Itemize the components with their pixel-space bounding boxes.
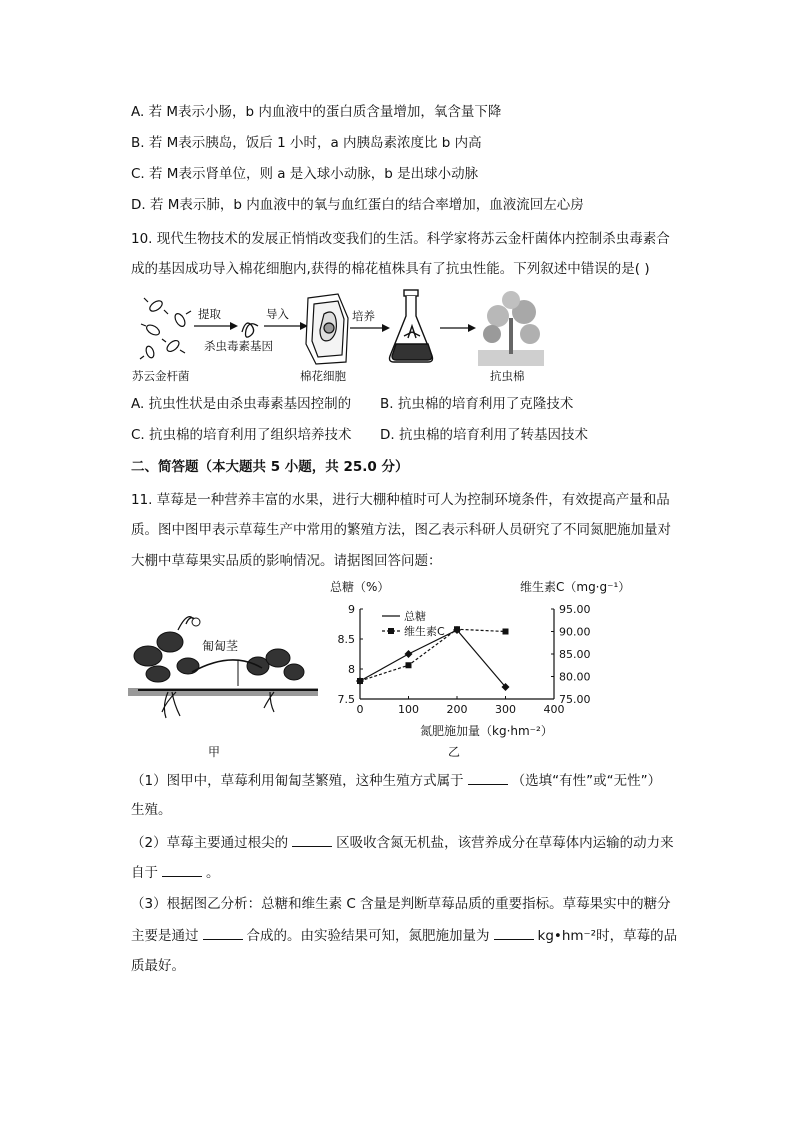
y-right-tick-label: 95.00 [559, 603, 591, 616]
q11-sub2-line1 [131, 832, 674, 853]
gene-fragment-icon [242, 323, 258, 337]
y-left-tick-label: 9 [348, 603, 355, 616]
q9-option-d: D. 若 M表示肺，b 内血液中的氧与血红蛋白的结合率增加，血液流回左心房 [131, 197, 584, 213]
q11-sub2-blank2[interactable] [162, 862, 202, 877]
chart-ylabel-left: 总糖（%） [330, 580, 390, 594]
extract-label: 提取 [198, 307, 221, 321]
chart-xlabel: 氮肥施加量（kg·hm⁻²） [420, 724, 553, 738]
section-heading: 二、简答题（本大题共 5 小题，共 25.0 分） [131, 459, 409, 475]
bacteria-illustration [140, 298, 191, 359]
y-left-tick-label: 8 [348, 663, 355, 676]
q9-option-a: A. 若 M表示小肠，b 内血液中的蛋白质含量增加，氧含量下降 [131, 104, 502, 120]
q10-option-b: B. 抗虫棉的培育利用了克隆技术 [380, 396, 574, 412]
q11-sub3-blank2[interactable] [494, 925, 534, 940]
q10-option-d: D. 抗虫棉的培育利用了转基因技术 [380, 427, 588, 443]
y-right-tick-label: 80.00 [559, 670, 591, 684]
chart-ylabel-right: 维生素C（mg·g⁻¹） [520, 580, 631, 594]
q11-sub3-line3: 质最好。 [131, 958, 185, 974]
x-tick-label: 400 [543, 703, 565, 716]
q11-sub1-line2: 生殖。 [131, 802, 172, 818]
y-right-tick-label: 90.00 [559, 625, 591, 639]
q11-sub2-blank1[interactable] [292, 832, 332, 847]
cotton-plant-illustration [478, 291, 544, 366]
q9-option-b: B. 若 M表示胰岛，饭后 1 小时，a 内胰岛素浓度比 b 内高 [131, 135, 482, 151]
y-right-tick-label: 75.00 [559, 693, 591, 706]
q11-sub3-blank1[interactable] [203, 925, 243, 940]
chart-legend [382, 609, 445, 638]
q11-stem-line3: 大棚中草莓果实品质的影响情况。请据图回答问题： [131, 553, 442, 569]
import-label: 导入 [266, 307, 289, 321]
gene-label: 杀虫毒素基因 [204, 339, 273, 353]
q11-sub3-text-b: 主要是通过 [131, 928, 199, 944]
x-tick-label: 100 [398, 703, 419, 716]
chart-axes [360, 609, 554, 699]
culture-flask-illustration [390, 290, 433, 362]
q11-sub3-line2 [131, 925, 677, 946]
q11-sub2-text-c: 自于 [131, 865, 158, 881]
strawberry-stolon-figure [128, 600, 328, 765]
q9-option-c: C. 若 M表示肾单位，则 a 是入球小动脉，b 是出球小动脉 [131, 166, 479, 182]
q11-stem-line1: 11. 草莓是一种营养丰富的水果，进行大棚种植时可人为控制环境条件，有效提高产量和品 [131, 492, 670, 508]
q11-sub2-text-a: （2）草莓主要通过根尖的 [131, 835, 289, 851]
q11-sub3-text-c: 合成的。由实验结果可知，氮肥施加量为 [246, 928, 490, 944]
q11-sub1-blank[interactable] [468, 770, 508, 785]
gene-transfer-diagram [128, 288, 548, 388]
q11-stem-line2: 质。图中图甲表示草莓生产中常用的繁殖方法，图乙表示科研人员研究了不同氮肥施加量对 [131, 522, 671, 538]
x-tick-label: 200 [446, 703, 468, 716]
culture-label: 培养 [352, 309, 375, 323]
series-point-0 [405, 650, 413, 658]
cotton-cell-illustration [306, 294, 348, 364]
figure-yi-label: 乙 [448, 745, 461, 759]
q10-stem-line2: 成的基因成功导入棉花细胞内,获得的棉花植株具有了抗虫性能。下列叙述中错误的是( ) [131, 261, 650, 277]
series-point-1 [406, 662, 412, 668]
q10-option-a: A. 抗虫性状是由杀虫毒素基因控制的 [131, 396, 352, 412]
legend-vitamin-c: 维生素C [404, 625, 445, 638]
legend-total-sugar: 总糖 [404, 610, 426, 623]
q11-sub1-text-b: （选填“有性”或“无性”） [511, 773, 662, 789]
y-left-tick-label: 7.5 [337, 693, 355, 706]
q10-option-c: C. 抗虫棉的培育利用了组织培养技术 [131, 427, 352, 443]
stolon-label: 匍匐茎 [202, 639, 239, 653]
series-point-1 [454, 626, 460, 632]
plant-label: 抗虫棉 [490, 369, 525, 383]
q11-sub1-text-a: （1）图甲中，草莓利用匍匐茎繁殖，这种生殖方式属于 [131, 773, 464, 789]
cell-label: 棉花细胞 [300, 369, 346, 383]
q11-sub3-line1: （3）根据图乙分析：总糖和维生素 C 含量是判断草莓品质的重要指标。草莓果实中的糖分 [131, 896, 671, 912]
y-left-tick-label: 8.5 [337, 633, 355, 646]
q10-stem-line1: 10. 现代生物技术的发展正悄悄改变我们的生活。科学家将苏云金杆菌体内控制杀虫毒素合 [131, 231, 670, 247]
x-tick-label: 0 [356, 703, 364, 716]
series-point-1 [503, 629, 509, 635]
y-right-tick-label: 85.00 [559, 648, 591, 661]
q11-sub3-text-d: kg•hm⁻²时，草莓的品 [537, 928, 678, 944]
series-line-0 [360, 630, 506, 687]
figure-jia-label: 甲 [208, 745, 221, 759]
x-tick-label: 300 [495, 703, 516, 716]
q11-sub2-line2 [131, 862, 220, 883]
series-point-1 [357, 678, 363, 684]
nitrogen-fertilizer-chart [320, 575, 631, 760]
q11-sub1-line1 [131, 770, 661, 791]
q11-sub2-text-d: 。 [206, 865, 220, 881]
q11-sub2-text-b: 区吸收含氮无机盐，该营养成分在草莓体内运输的动力来 [336, 835, 674, 851]
bacteria-label: 苏云金杆菌 [132, 369, 190, 383]
